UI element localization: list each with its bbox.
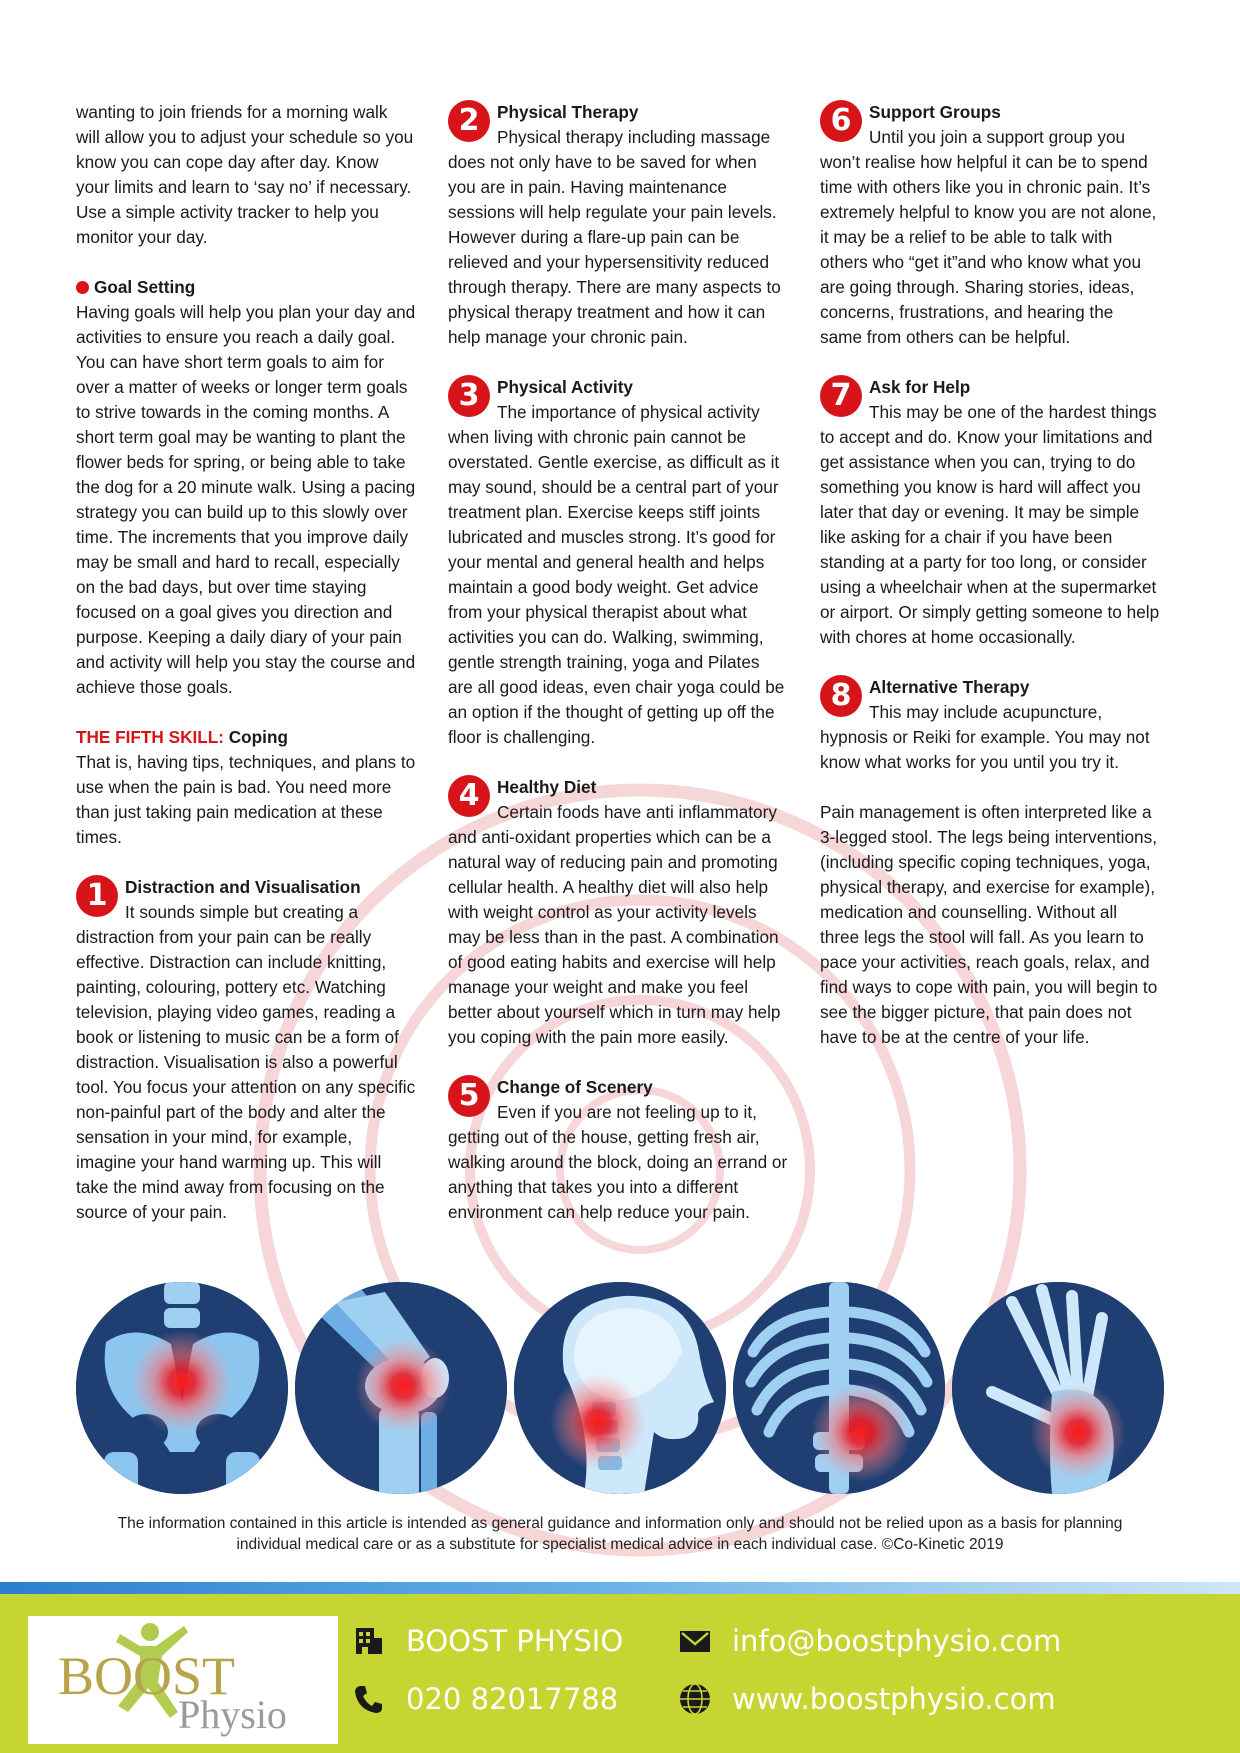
neck-xray-icon [514,1282,726,1494]
knee-xray-icon [295,1282,507,1494]
coping-item-1 [76,875,416,1225]
website-url: www.boostphysio.com [732,1682,1056,1716]
fifth-skill-name: Coping [228,727,288,747]
coping-item-7 [820,375,1160,650]
item-title: Distraction and Visualisation [125,877,361,897]
contact-website[interactable] [678,1682,1056,1716]
contact-business-name [352,1624,623,1658]
item-title: Support Groups [869,102,1001,122]
boost-physio-logo [28,1616,338,1744]
phone-number: 020 82017788 [406,1682,619,1716]
item-title: Physical Therapy [497,102,639,122]
envelope-icon [678,1624,712,1658]
column-right [820,100,1160,1075]
item-body: This may include acupuncture, hypnosis or Reiki for example. You may not know what works for you until you try it. [820,702,1150,772]
column-middle [448,100,788,1250]
bullet-dot-icon [76,281,89,294]
coping-item-2 [448,100,788,350]
goal-setting-body: Having goals will help you plan your day and activities to ensure you reach a daily goal. You can have short term goals to aim for over a matter of weeks or longer term goals to strive towards in the coming months. A short term goal may be wanting to plant the flower beds for spring, or being able to take the dog for a 20 minute walk. Using a pacing strategy you can build up to this slowly over time. The increments that you improve daily may be small and hard to recall, especially on the bad days, but over time staying focused on a goal gives you direction and purpose. Keeping a daily diary of your pain and activity will help you stay the course and achieve those goals. [76,302,416,697]
number-badge: 1 [76,875,118,917]
fifth-skill-heading [76,725,416,750]
goal-setting-heading [76,275,416,300]
item-body: Certain foods have anti inflammatory and anti-oxidant properties which can be a natural way of reducing pain and promoting cellular health. A healthy diet will also help with weight control as your activity levels may be less than in the past. A combination of good eating habits and exercise will help manage your weight and make you feel better about yourself which in turn may help you coping with the pain more easily. [448,802,781,1047]
item-title: Change of Scenery [497,1077,653,1097]
xray-image-row [76,1282,1166,1494]
number-badge: 7 [820,375,862,417]
item-title: Ask for Help [869,377,971,397]
fifth-skill-section [76,725,416,850]
business-name: BOOST PHYSIO [406,1624,624,1658]
footer-bar [0,1594,1240,1753]
number-badge: 5 [448,1075,490,1117]
item-title: Physical Activity [497,377,633,397]
logo-word-1: BOOST [58,1646,236,1706]
item-body: It sounds simple but creating a distraction from your pain can be really effective. Distraction can include knitting, painting, colouring, pottery etc. Watching television, playing video games, reading a book or listening to music can be a form of distraction. Visualisation is also a powerful tool. You focus your attention on any specific non-painful part of the body and alter the sensation in your mind, for example, imagine your hand warming up. This will take the mind away from focusing on the source of your pain. [76,902,416,1222]
coping-item-4 [448,775,788,1050]
building-icon [352,1624,386,1658]
item-title: Healthy Diet [497,777,597,797]
number-badge: 4 [448,775,490,817]
number-badge: 3 [448,375,490,417]
fifth-skill-label: THE FIFTH SKILL: [76,727,224,747]
column-left [76,100,416,1250]
globe-icon [678,1682,712,1716]
goal-setting-section [76,275,416,700]
item-body: Even if you are not feeling up to it, getting out of the house, getting fresh air, walking around the block, doing an errand or anything that takes you into a different environment can help reduce your pain. [448,1102,788,1222]
number-badge: 2 [448,100,490,142]
email-address: info@boostphysio.com [732,1624,1062,1658]
item-body: Until you join a support group you won’t realise how helpful it can be to spend time with others like you in chronic pain. It’s extremely helpful to know you are not alone, it may be a relief to be able to talk with others who “get it”and who know what you are going through. Sharing stories, ideas, concerns, frustrations, and hearing the same from others can be helpful. [820,127,1157,347]
back-xray-icon [733,1282,945,1494]
coping-item-8 [820,675,1160,775]
logo-word-2: Physio [178,1692,287,1737]
item-title: Alternative Therapy [869,677,1030,697]
number-badge: 6 [820,100,862,142]
coping-item-5 [448,1075,788,1225]
hand-xray-icon [952,1282,1164,1494]
number-badge: 8 [820,675,862,717]
phone-icon [352,1682,386,1716]
intro-paragraph: wanting to join friends for a morning walk will allow you to adjust your schedule so you know you can cope day after day. Know your limits and learn to ‘say no’ if necessary. Use a simple activity tracker to help you monitor your day. [76,102,414,247]
item-body: Physical therapy including massage does not only have to be saved for when you are in pain. Having maintenance sessions will help regulate your pain levels. However during a flare-up pain can be relieved and your hypersensitivity reduced through therapy. There are many aspects to physical therapy treatment and how it can help manage your chronic pain. [448,127,781,347]
item-body: This may be one of the hardest things to accept and do. Know your limitations and get assistance when you can, trying to do something you know is hard will affect you later that day or evening. It may be simple like asking for a chair if you have been standing at a party for too long, or consider using a wheelchair when at the supermarket or airport. Or simply getting someone to help with chores at home occasionally. [820,402,1160,647]
item-body: The importance of physical activity when living with chronic pain cannot be overstated. Gentle exercise, as difficult as it may sound, should be a central part of your treatment plan. Exercise keeps stiff joints lubricated and muscles strong. It’s good for your mental and general health and helps maintain a good body weight. Get advice from your physical therapist about what activities you can do. Walking, swimming, gentle strength training, yoga and Pilates are all good ideas, even chair yoga could be an option if the thought of getting up off the floor is challenging. [448,402,785,747]
contact-phone[interactable] [352,1682,618,1716]
pelvis-xray-icon [76,1282,288,1494]
disclaimer-text: The information contained in this article is intended as general guidance and information only and should not be relied upon as a basis for planning individual medical care or as a substitute for specialist medical advice in each individual case. ©Co-Kinetic 2019 [117,1515,1123,1553]
coping-item-3 [448,375,788,750]
contact-email[interactable] [678,1624,1061,1658]
footer-accent-strip [0,1582,1240,1594]
closing-paragraph: Pain management is often interpreted like a 3-legged stool. The legs being interventions, (including specific coping techniques, yoga, physical therapy, and exercise for example), medication and counselling. Without all three legs the stool will fall. As you learn to pace your activities, reach goals, relax, and find ways to cope with pain, you will begin to see the bigger picture, that pain does not have to be at the centre of your life. [820,802,1158,1047]
coping-item-6 [820,100,1160,350]
goal-setting-title: Goal Setting [94,277,196,297]
fifth-skill-body: That is, having tips, techniques, and plans to use when the pain is bad. You need more than just taking pain medication at these times. [76,752,416,847]
